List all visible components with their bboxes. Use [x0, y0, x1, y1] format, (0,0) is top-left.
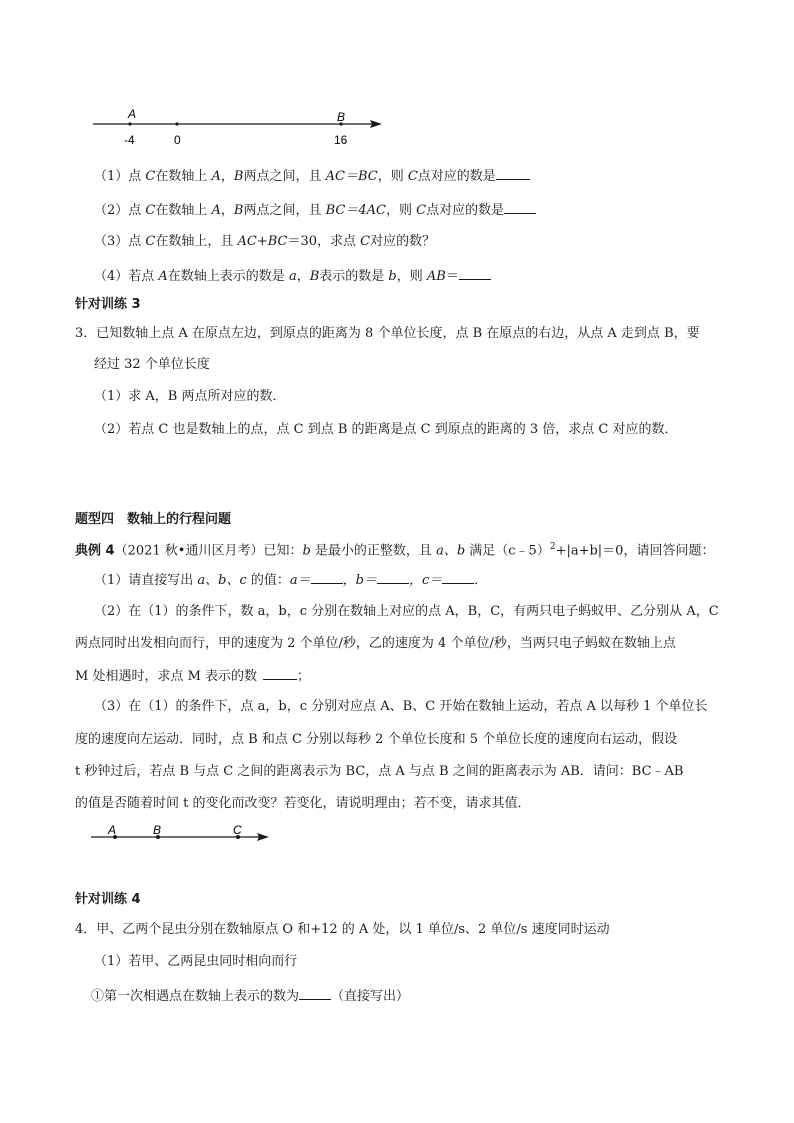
example-4-part-3-line-4: 的值是否随着时间 t 的变化而改变？若变化，请说明理由；若不变，请求其值． [75, 796, 531, 811]
tick-label-0: 0 [174, 133, 181, 147]
point-b-label: B [153, 823, 162, 837]
answer-blank[interactable] [496, 166, 530, 180]
answer-blank[interactable] [504, 200, 536, 214]
answer-blank-m[interactable] [263, 666, 297, 680]
answer-blank-c[interactable] [442, 570, 474, 584]
practice-3-question-line-1: 3．已知数轴上点 A 在原点左边，到原点的距离为 8 个单位长度，点 B 在原点的右边，从点 A 走到点 B，要 [75, 326, 700, 341]
tick-label-neg4: -4 [124, 133, 135, 147]
practice-4-subpart-1: ①第一次相遇点在数轴上表示的数为 （直接写出） [91, 986, 409, 1006]
answer-blank-b[interactable] [377, 570, 409, 584]
answer-blank[interactable] [299, 986, 331, 1000]
number-line-2 [88, 818, 274, 846]
section-4-heading: 题型四 数轴上的行程问题 [75, 512, 232, 527]
point-b-label: B [337, 110, 346, 124]
example-4-part-3-line-1: （3）在（1）的条件下，点 a，b，c 分别对应点 A、B、C 开始在数轴上运动，若点 A 以每秒 1 个单位长 [94, 699, 708, 714]
practice-3-question-line-2: 经过 32 个单位长度 [94, 357, 210, 372]
question-part-3: （3）点 C在数轴上，且 AC+BC＝30，求点 C对应的数？ [94, 234, 436, 249]
question-part-1: （1）点 C在数轴上 A，B两点之间，且 AC＝BC，则 C点对应的数是 [94, 166, 530, 186]
example-4-part-2-line-1: （2）在（1）的条件下，数 a，b，c 分别在数轴上对应的点 A，B，C，有两只电子蚂蚁甲、乙分别从 A，C [94, 604, 719, 619]
example-4-part-3-line-3: t 秒钟过后，若点 B 与点 C 之间的距离表示为 BC，点 A 与点 B 之间的距离表示为 AB．请问：BC﹣AB [75, 764, 684, 779]
number-line-1 [88, 104, 388, 150]
example-4-part-1: （1）请直接写出 a、b、c 的值：a＝ ，b＝ ，c＝ ． [94, 570, 487, 590]
practice-4-heading: 针对训练 4 [75, 892, 141, 907]
point-a-label: A [128, 107, 137, 121]
tick-label-16: 16 [334, 133, 348, 147]
question-part-4: （4）若点 A在数轴上表示的数是 a，B表示的数是 b，则 AB＝ [94, 266, 491, 286]
example-4-part-2-line-3: M 处相遇时，求点 M 表示的数 ； [75, 666, 310, 686]
practice-4-part-1: （1）若甲、乙两昆虫同时相向而行 [94, 954, 298, 969]
point-c-label: C [233, 823, 242, 837]
example-4-label: 典例 4 [75, 543, 115, 559]
answer-blank[interactable] [459, 266, 491, 280]
practice-3-heading: 针对训练 3 [75, 297, 141, 312]
practice-4-question: 4．甲、乙两个昆虫分别在数轴原点 O 和+12 的 A 处，以 1 单位/s、2 单位/s 速度同时运动 [75, 922, 610, 937]
answer-blank-a[interactable] [311, 570, 343, 584]
point-a-label: A [108, 823, 117, 837]
point-a-dot [128, 122, 131, 125]
practice-3-part-1: （1）求 A，B 两点所对应的数． [94, 389, 286, 404]
example-4-line: 典例 4（2021 秋•通川区月考）已知：b 是最小的正整数，且 a、b 满足（c﹣5）$^2$+|a+b|＝0，请回答问题： [75, 542, 715, 559]
question-part-2: （2）点 C在数轴上 A，B两点之间，且 BC＝4AC，则 C点对应的数是 [94, 200, 536, 220]
example-4-part-3-line-2: 度的速度向左运动．同时，点 B 和点 C 分别以每秒 2 个单位长度和 5 个单位长度的速度向右运动，假设 [75, 732, 678, 747]
origin-dot [175, 122, 178, 125]
practice-3-part-2: （2）若点 C 也是数轴上的点，点 C 到点 B 的距离是点 C 到原点的距离的 3 倍，求点 C 对应的数． [94, 422, 678, 437]
example-4-part-2-line-2: 两点同时出发相向而行，甲的速度为 2 个单位/秒，乙的速度为 4 个单位/秒，当两只电子蚂蚁在数轴上点 [75, 636, 676, 651]
